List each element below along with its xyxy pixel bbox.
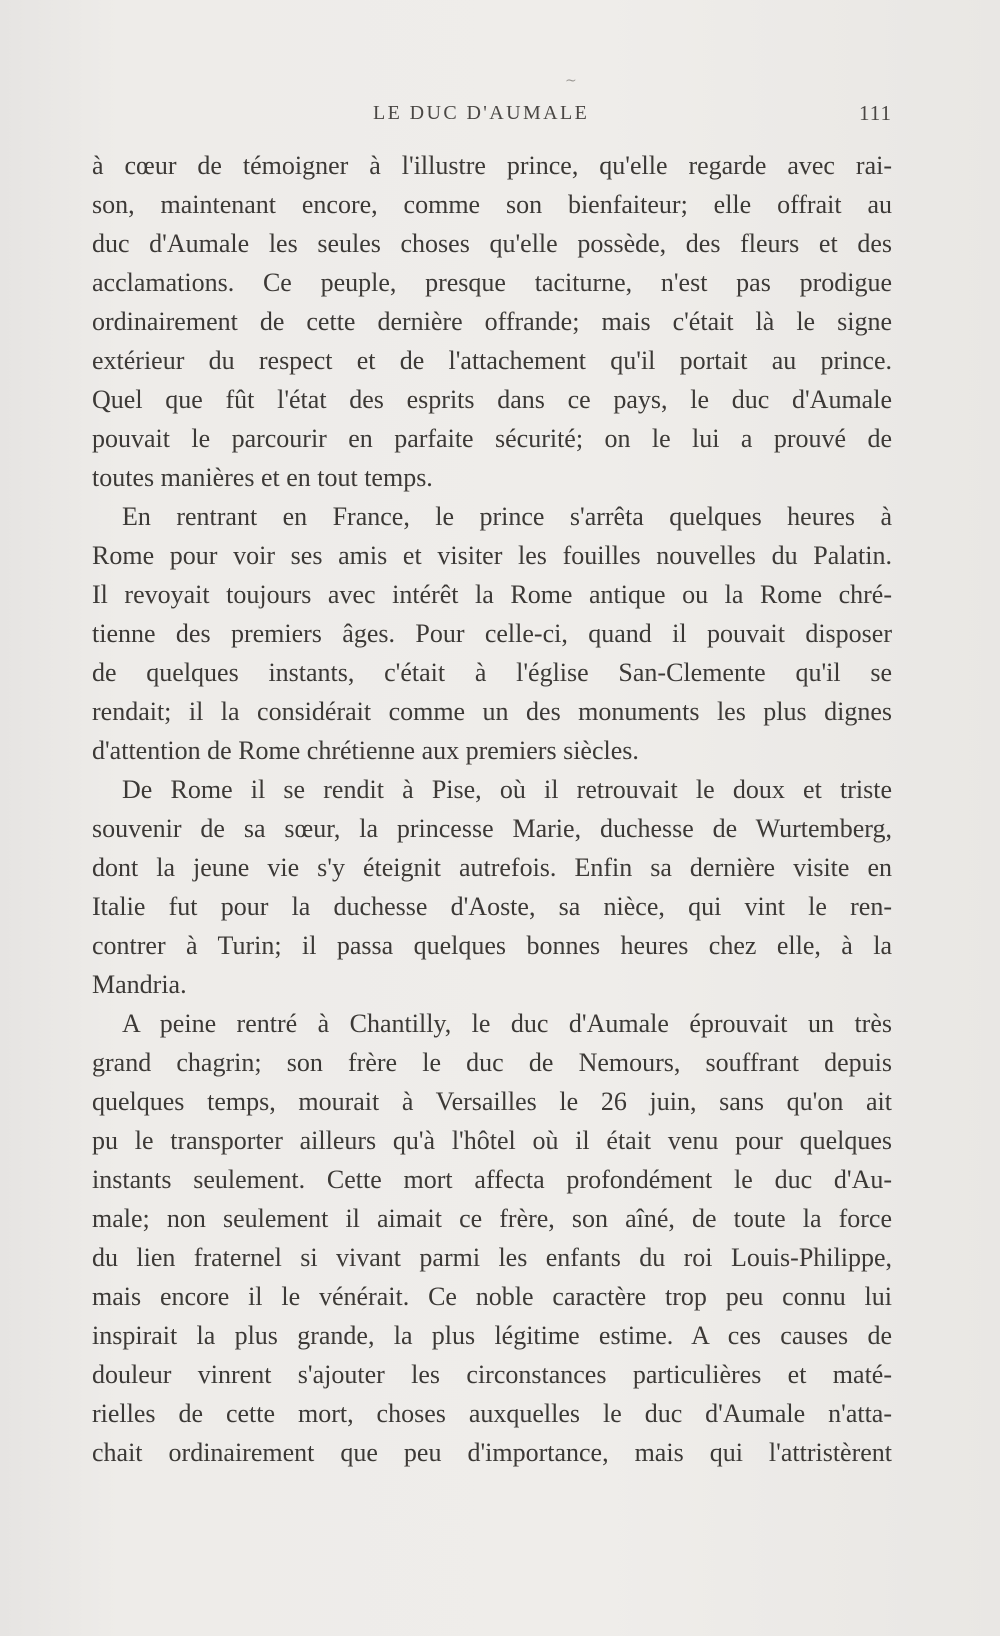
text-line: Rome pour voir ses amis et visiter les fouilles nouvelles du Palatin. xyxy=(92,541,892,570)
text-line: duc d'Aumale les seules choses qu'elle possède, des fleurs et des xyxy=(92,229,892,258)
text-line: à cœur de témoigner à l'illustre prince, qu'elle regarde avec rai- xyxy=(92,151,892,180)
text-line: Il revoyait toujours avec intérêt la Rome antique ou la Rome chré- xyxy=(92,580,892,609)
text-line: En rentrant en France, le prince s'arrêta quelques heures à xyxy=(122,502,892,531)
text-line: chait ordinairement que peu d'importance, mais qui l'attristèrent xyxy=(92,1438,892,1467)
text-line: De Rome il se rendit à Pise, où il retrouvait le doux et triste xyxy=(122,775,892,804)
text-line: quelques temps, mourait à Versailles le 26 juin, sans qu'on ait xyxy=(92,1087,892,1116)
text-line: contrer à Turin; il passa quelques bonnes heures chez elle, à la xyxy=(92,931,892,960)
text-line: Quel que fût l'état des esprits dans ce pays, le duc d'Aumale xyxy=(92,385,892,414)
text-line: rielles de cette mort, choses auxquelles le duc d'Aumale n'atta- xyxy=(92,1399,892,1428)
page-mark: ~ xyxy=(565,73,577,89)
text-line: toutes manières et en tout temps. xyxy=(92,463,433,492)
text-line: ordinairement de cette dernière offrande; mais c'était là le signe xyxy=(92,307,892,336)
text-line: son, maintenant encore, comme son bienfaiteur; elle offrait au xyxy=(92,190,892,219)
text-line: male; non seulement il aimait ce frère, son aîné, de toute la force xyxy=(92,1204,892,1233)
text-line: rendait; il la considérait comme un des monuments les plus dignes xyxy=(92,697,892,726)
text-line: de quelques instants, c'était à l'église San-Clemente qu'il se xyxy=(92,658,892,687)
text-line: extérieur du respect et de l'attachement qu'il portait au prince. xyxy=(92,346,892,375)
page-number: 111 xyxy=(859,101,892,125)
text-line: dont la jeune vie s'y éteignit autrefois. Enfin sa dernière visite en xyxy=(92,853,892,882)
running-title: LE DUC D'AUMALE xyxy=(373,102,590,124)
text-line: Mandria. xyxy=(92,970,187,999)
page-header xyxy=(95,98,892,130)
text-line: du lien fraternel si vivant parmi les enfants du roi Louis-Philippe, xyxy=(92,1243,892,1272)
text-line: souvenir de sa sœur, la princesse Marie, duchesse de Wurtemberg, xyxy=(92,814,892,843)
text-line: grand chagrin; son frère le duc de Nemours, souffrant depuis xyxy=(92,1048,892,1077)
text-line: acclamations. Ce peuple, presque taciturne, n'est pas prodigue xyxy=(92,268,892,297)
text-line: inspirait la plus grande, la plus légitime estime. A ces causes de xyxy=(92,1321,892,1350)
body-text xyxy=(92,146,892,1472)
text-line: A peine rentré à Chantilly, le duc d'Aumale éprouvait un très xyxy=(122,1009,892,1038)
text-line: Italie fut pour la duchesse d'Aoste, sa nièce, qui vint le ren- xyxy=(92,892,892,921)
text-line: douleur vinrent s'ajouter les circonstances particulières et maté- xyxy=(92,1360,892,1389)
text-line: pu le transporter ailleurs qu'à l'hôtel où il était venu pour quelques xyxy=(92,1126,892,1155)
text-line: instants seulement. Cette mort affecta profondément le duc d'Au- xyxy=(92,1165,892,1194)
text-line: tienne des premiers âges. Pour celle-ci, quand il pouvait disposer xyxy=(92,619,892,648)
text-line: d'attention de Rome chrétienne aux premiers siècles. xyxy=(92,736,639,765)
text-line: mais encore il le vénérait. Ce noble caractère trop peu connu lui xyxy=(92,1282,892,1311)
text-line: pouvait le parcourir en parfaite sécurité; on le lui a prouvé de xyxy=(92,424,892,453)
